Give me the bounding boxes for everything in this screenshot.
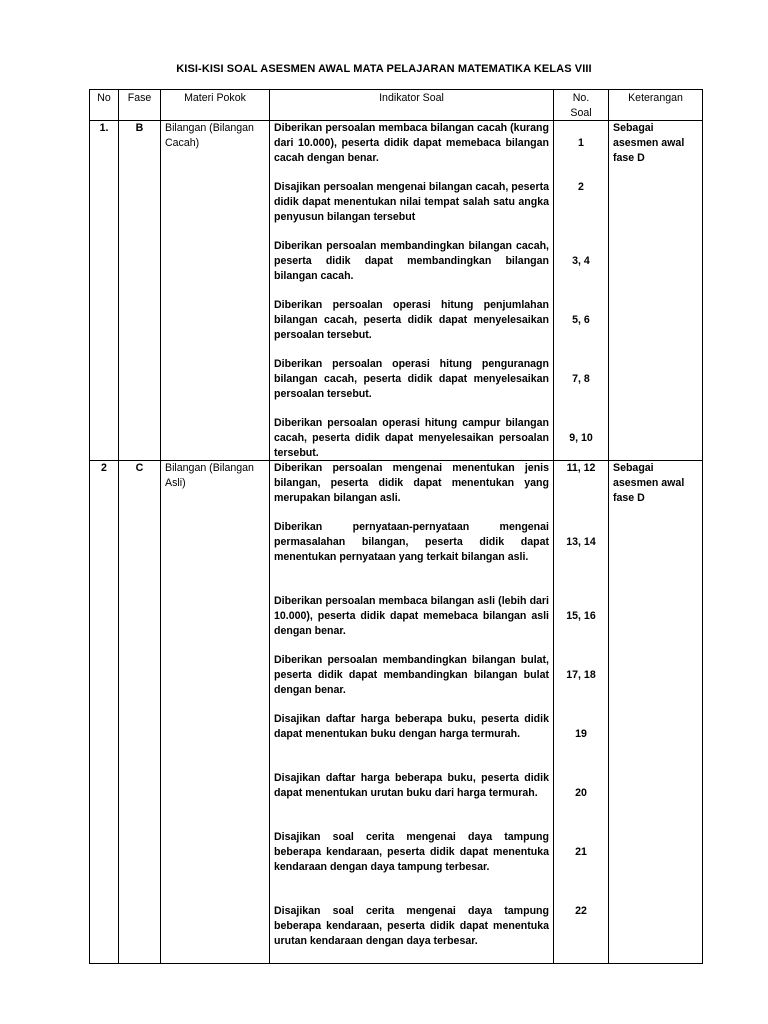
soal-number: 3, 4 xyxy=(572,255,590,268)
document-title: KISI-KISI SOAL ASESMEN AWAL MATA PELAJARAN MATEMATIKA KELAS VIII xyxy=(176,63,592,75)
header-indikator: Indikator Soal xyxy=(270,90,554,121)
indikator-item: Diberikan persoalan operasi hitung campur bilangan cacah, peserta didik dapat menyelesaikan persoalan tersebut. xyxy=(274,417,549,459)
table-row xyxy=(90,121,703,461)
header-materi: Materi Pokok xyxy=(161,90,270,121)
soal-number: 13, 14 xyxy=(566,536,596,549)
indikator-item: Diberikan persoalan membaca bilangan asli (lebih dari 10.000), peserta didik dapat memebaca bilangan asli dengan benar. xyxy=(274,595,549,637)
header-fase: Fase xyxy=(119,90,161,121)
cell-indikator xyxy=(270,461,554,964)
indikator-item: Disajikan daftar harga beberapa buku, peserta didik dapat menentukan urutan buku dari harga termurah. xyxy=(274,772,549,800)
cell-fase: C xyxy=(119,461,161,964)
soal-number: 15, 16 xyxy=(566,610,596,623)
cell-materi: Bilangan (Bilangan Asli) xyxy=(161,461,270,964)
cell-no-soal xyxy=(554,121,609,461)
indikator-item: Diberikan persoalan membaca bilangan cacah (kurang dari 10.000), peserta didik dapat memebaca bilangan cacah dengan benar. xyxy=(274,122,549,164)
soal-number: 17, 18 xyxy=(566,669,596,682)
header-no: No xyxy=(90,90,119,121)
cell-keterangan: Sebagai asesmen awal fase D xyxy=(609,461,703,964)
indikator-item: Diberikan persoalan membandingkan bilangan cacah, peserta didik dapat membandingkan bilangan bilangan cacah. xyxy=(274,240,549,282)
indikator-item: Disajikan persoalan mengenai bilangan cacah, peserta didik dapat menentukan nilai tempat salah satu angka penyusun bilangan tersebut xyxy=(274,181,549,223)
header-no-soal-line1: No. xyxy=(572,92,590,104)
soal-number: 22 xyxy=(575,905,587,918)
header-no-soal xyxy=(554,90,609,121)
soal-number: 11, 12 xyxy=(566,462,596,475)
soal-number: 7, 8 xyxy=(572,373,590,386)
cell-materi: Bilangan (Bilangan Cacah) xyxy=(161,121,270,461)
soal-number: 19 xyxy=(575,728,587,741)
indikator-item: Disajikan soal cerita mengenai daya tampung beberapa kendaraan, peserta didik dapat menentuka urutan kendaraan dengan daya terbesar. xyxy=(274,905,549,947)
cell-no: 2 xyxy=(90,461,119,964)
indikator-item: Diberikan pernyataan-pernyataan mengenai permasalahan bilangan, peserta didik dapat menentukan pernyataan yang terkait bilangan asli. xyxy=(274,521,549,563)
indikator-item: Diberikan persoalan membandingkan bilangan bulat, peserta didik dapat membandingkan bilangan bulat dengan benar. xyxy=(274,654,549,696)
cell-no: 1. xyxy=(90,121,119,461)
soal-number: 9, 10 xyxy=(569,432,593,445)
header-keterangan: Keterangan xyxy=(609,90,703,121)
soal-number: 21 xyxy=(575,846,587,859)
soal-number: 1 xyxy=(578,137,584,150)
cell-fase: B xyxy=(119,121,161,461)
indikator-item: Diberikan persoalan operasi hitung penguranagn bilangan cacah, peserta didik dapat menyelesaikan persoalan tersebut. xyxy=(274,358,549,400)
soal-number: 5, 6 xyxy=(572,314,590,327)
cell-keterangan: Sebagai asesmen awal fase D xyxy=(609,121,703,461)
soal-number: 20 xyxy=(575,787,587,800)
header-no-soal-line2: Soal xyxy=(570,106,592,119)
kisi-kisi-table xyxy=(89,89,703,964)
soal-number: 2 xyxy=(578,181,584,194)
cell-indikator xyxy=(270,121,554,461)
indikator-item: Diberikan persoalan mengenai menentukan jenis bilangan, peserta didik dapat menentukan yang merupakan bilangan asli. xyxy=(274,462,549,504)
table-row xyxy=(90,461,703,964)
cell-no-soal xyxy=(554,461,609,964)
indikator-item: Disajikan daftar harga beberapa buku, peserta didik dapat menentukan buku dengan harga termurah. xyxy=(274,713,549,741)
header-row xyxy=(90,90,703,121)
indikator-item: Diberikan persoalan operasi hitung penjumlahan bilangan cacah, peserta didik dapat menyelesaikan persoalan tersebut. xyxy=(274,299,549,341)
indikator-item: Disajikan soal cerita mengenai daya tampung beberapa kendaraan, peserta didik dapat menentuka kendaraan dengan daya tampung terbesar. xyxy=(274,831,549,873)
